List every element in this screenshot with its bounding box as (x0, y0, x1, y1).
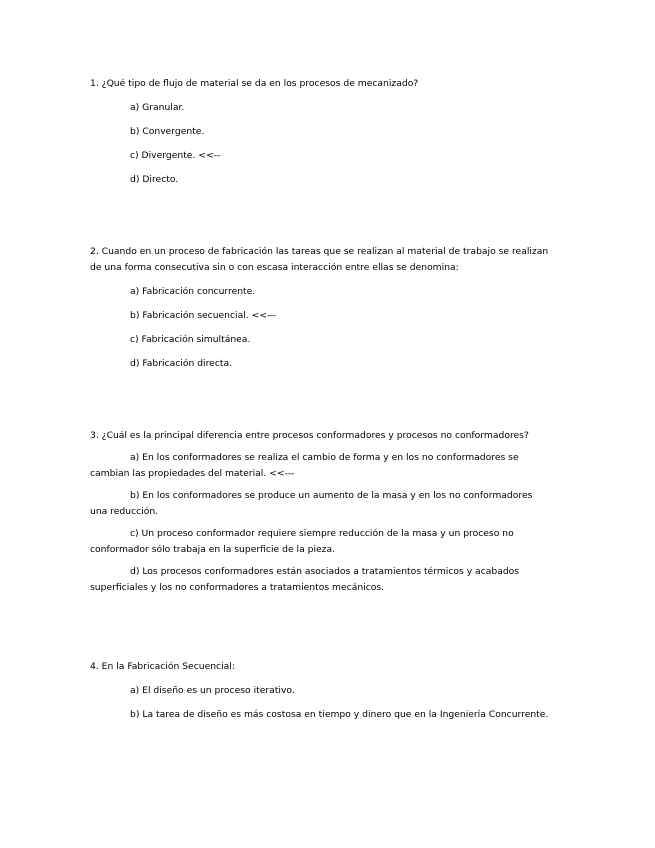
question-1 (90, 76, 565, 188)
answer-option-a: a) Granular. (130, 102, 185, 113)
question-stem: 1. ¿Qué tipo de flujo de material se da en los procesos de mecanizado? (90, 78, 419, 89)
answer-option-b: b) La tarea de diseño es más costosa en tiempo y dinero que en la Ingeniería Concurrente. (130, 709, 549, 720)
answer-option-d-line-1: d) Los procesos conformadores están asociados a tratamientos térmicos y acabados (130, 566, 520, 577)
answer-option-c-line-1: c) Un proceso conformador requiere siempre reducción de la masa y un proceso no (130, 528, 514, 539)
answer-option-a-line-1: a) En los conformadores se realiza el cambio de forma y en los no conformadores se (130, 452, 519, 463)
answer-option-b: b) Convergente. (130, 126, 205, 137)
answer-option-d: d) Directo. (130, 174, 179, 185)
answer-option-b: b) Fabricación secuencial. <<— (130, 310, 277, 321)
question-stem: 4. En la Fabricación Secuencial: (90, 661, 235, 672)
answer-option-c (90, 526, 565, 558)
answer-option-b-line-2: una reducción. (90, 506, 159, 517)
answer-option-c: c) Fabricación simultánea. (130, 334, 251, 345)
answer-option-d: d) Fabricación directa. (130, 358, 233, 369)
answer-option-c-line-2: conformador sólo trabaja en la superficie de la pieza. (90, 544, 336, 555)
question-4 (90, 659, 565, 723)
question-2 (90, 244, 565, 372)
answer-option-a: a) Fabricación concurrente. (130, 286, 256, 297)
answer-option-b-line-1: b) En los conformadores se produce un aumento de la masa y en los no conformadores (130, 490, 533, 501)
answer-option-d (90, 564, 565, 596)
answer-option-a-line-2: cambian las propiedades del material. <<--- (90, 468, 295, 479)
question-stem: 3. ¿Cuál es la principal diferencia entre procesos conformadores y procesos no conformadores? (90, 430, 529, 441)
answer-option-a: a) El diseño es un proceso iterativo. (130, 685, 295, 696)
answer-option-c: c) Divergente. <<-- (130, 150, 221, 161)
question-stem-line-1: 2. Cuando en un proceso de fabricación las tareas que se realizan al material de trabajo se realizan (90, 246, 549, 257)
answer-option-b (90, 488, 565, 520)
answer-option-d-line-2: superficiales y los no conformadores a tratamientos mecánicos. (90, 582, 385, 593)
answer-option-a (90, 450, 565, 482)
question-3 (90, 428, 565, 596)
question-stem-line-2: de una forma consecutiva sin o con escasa interacción entre ellas se denomina: (90, 262, 459, 273)
